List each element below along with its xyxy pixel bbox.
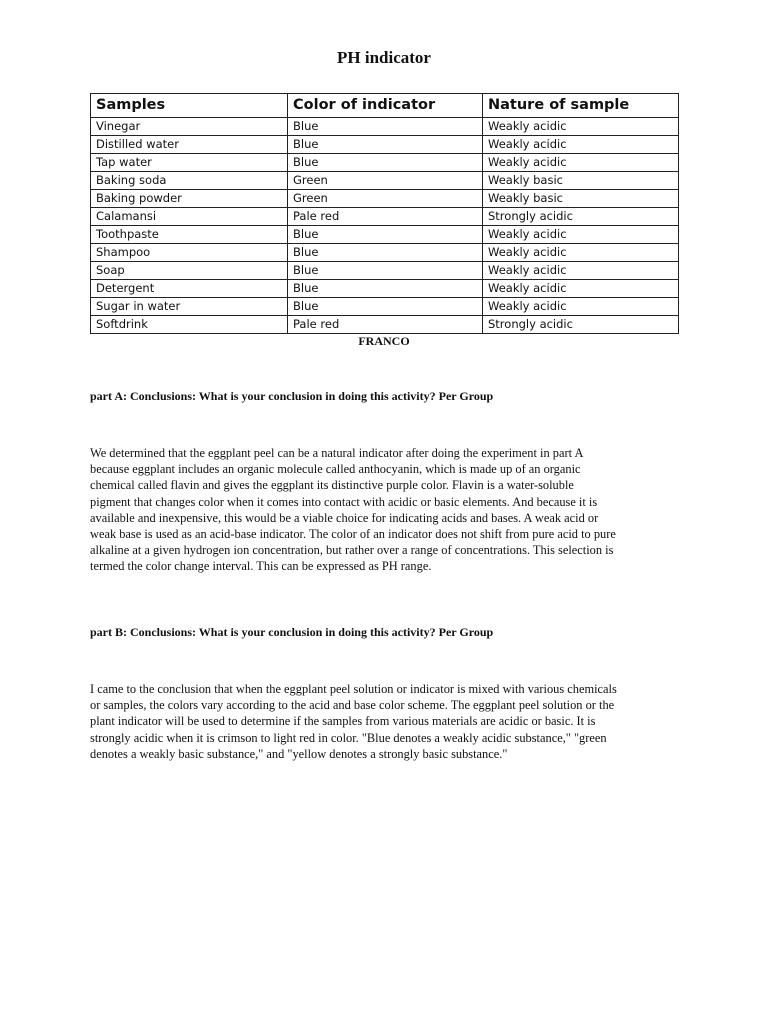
color-cell: Blue [288,226,483,244]
sample-cell: Distilled water [91,136,288,154]
table-row [91,190,679,208]
sample-cell: Tap water [91,154,288,172]
nature-cell: Weakly acidic [483,154,679,172]
part-b-conclusion-paragraph [90,681,690,762]
color-cell: Pale red [288,208,483,226]
color-cell: Blue [288,136,483,154]
ph-indicator-table [90,93,679,334]
column-header-color-of-indicator: Color of indicator [288,94,483,118]
sample-cell: Detergent [91,280,288,298]
column-header-nature-of-sample: Nature of sample [483,94,679,118]
sample-cell: Baking soda [91,172,288,190]
table-row [91,244,679,262]
nature-cell: Weakly acidic [483,244,679,262]
color-cell: Pale red [288,316,483,334]
sample-cell: Toothpaste [91,226,288,244]
table-row [91,208,679,226]
sample-cell: Calamansi [91,208,288,226]
table-row [91,280,679,298]
paragraph-line: weak base is used as an acid-base indicator. The color of an indicator does not shift from pure acid to pure [90,527,616,542]
sample-cell: Vinegar [91,118,288,136]
table-row [91,298,679,316]
nature-cell: Strongly acidic [483,316,679,334]
color-cell: Blue [288,244,483,262]
paragraph-line: strongly acidic when it is crimson to light red in color. "Blue denotes a weakly acidic substance," "green [90,730,607,745]
nature-cell: Weakly acidic [483,226,679,244]
sample-cell: Soap [91,262,288,280]
color-cell: Green [288,172,483,190]
sample-cell: Baking powder [91,190,288,208]
paragraph-line: denotes a weakly basic substance," and "yellow denotes a strongly basic substance." [90,746,508,761]
part-b-heading: part B: Conclusions: What is your conclusion in doing this activity? Per Group [90,625,494,639]
table-row [91,136,679,154]
color-cell: Blue [288,118,483,136]
paragraph-line: or samples, the colors vary according to the acid and base color scheme. The eggplant peel solution or the [90,698,615,713]
nature-cell: Weakly acidic [483,118,679,136]
paragraph-line: termed the color change interval. This can be expressed as PH range. [90,559,432,574]
paragraph-line: available and inexpensive, this would be a viable choice for indicating acids and bases. A weak acid or [90,510,599,525]
table-row [91,262,679,280]
table-row [91,118,679,136]
nature-cell: Weakly acidic [483,298,679,316]
nature-cell: Weakly basic [483,172,679,190]
column-header-samples: Samples [91,94,288,118]
paragraph-line: alkaline at a given hydrogen ion concentration, but rather over a range of concentrations. This selection is [90,543,614,558]
color-cell: Blue [288,154,483,172]
table-row [91,154,679,172]
nature-cell: Weakly acidic [483,280,679,298]
paragraph-line: pigment that changes color when it comes into contact with acidic or basic elements. And because it is [90,494,598,509]
part-a-heading: part A: Conclusions: What is your conclusion in doing this activity? Per Group [90,389,494,403]
table-row [91,226,679,244]
color-cell: Blue [288,280,483,298]
table-row [91,172,679,190]
sample-cell: Sugar in water [91,298,288,316]
paragraph-line: I came to the conclusion that when the eggplant peel solution or indicator is mixed with various chemicals [90,682,617,696]
paragraph-line: We determined that the eggplant peel can be a natural indicator after doing the experiment in part A [90,446,584,460]
color-cell: Green [288,190,483,208]
paragraph-line: because eggplant includes an organic molecule called anthocyanin, which is made up of an organic [90,462,581,477]
sample-cell: Shampoo [91,244,288,262]
sample-cell: Softdrink [91,316,288,334]
paragraph-line: chemical called flavin and gives the eggplant its distinctive purple color. Flavin is a water-soluble [90,478,574,493]
nature-cell: Weakly acidic [483,262,679,280]
table-header-row [91,94,679,118]
author-signature: FRANCO [358,334,410,348]
color-cell: Blue [288,298,483,316]
table-row [91,316,679,334]
nature-cell: Weakly acidic [483,136,679,154]
paragraph-line: plant indicator will be used to determine if the samples from various materials are acidic or basic. It is [90,714,596,729]
part-a-conclusion-paragraph [90,445,690,575]
nature-cell: Weakly basic [483,190,679,208]
color-cell: Blue [288,262,483,280]
nature-cell: Strongly acidic [483,208,679,226]
page-title: PH indicator [337,48,431,67]
